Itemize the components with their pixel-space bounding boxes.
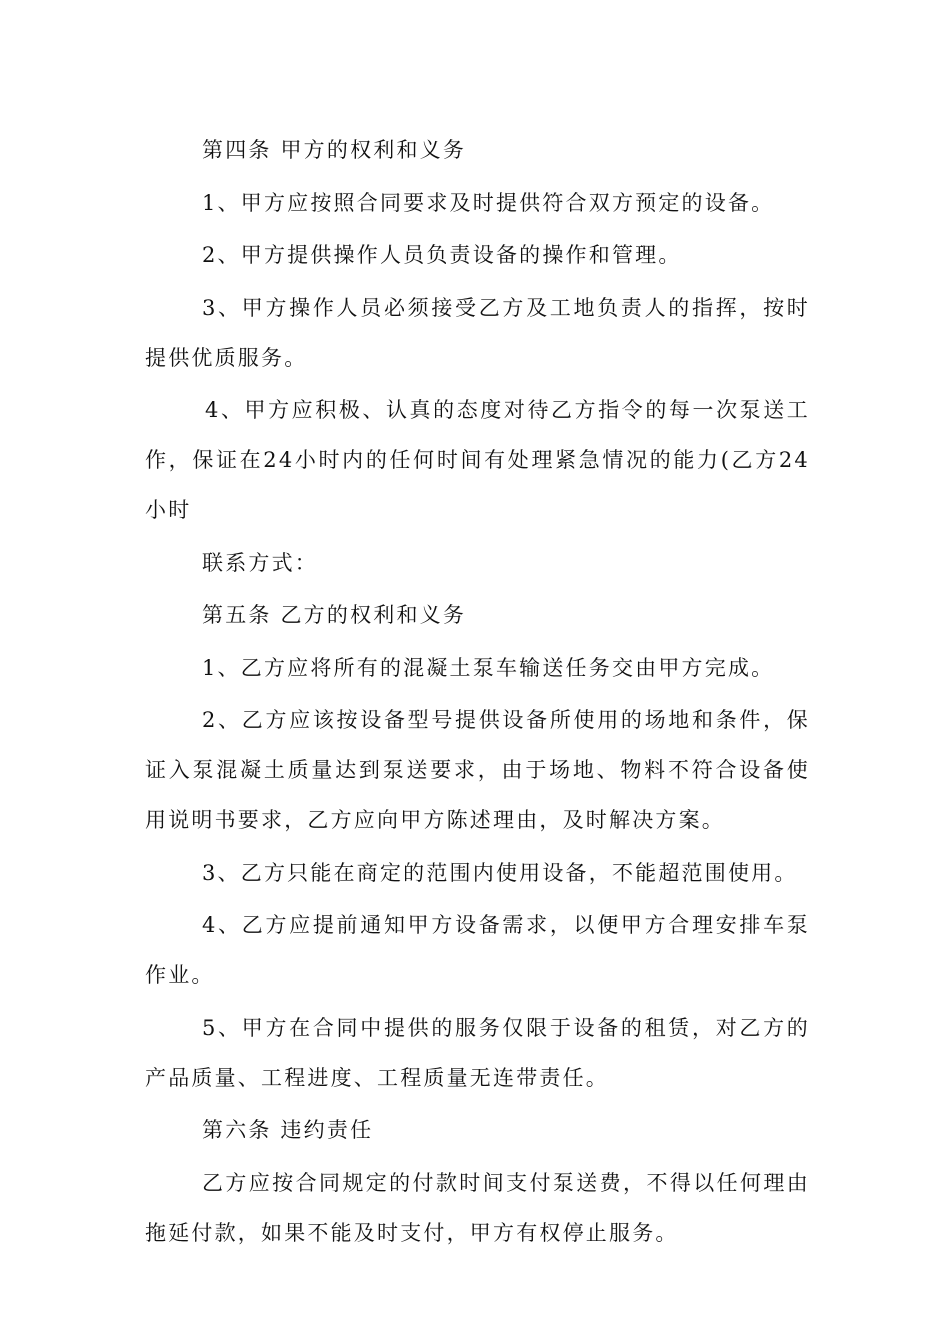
article-4-clause-1: 1、甲方应按照合同要求及时提供符合双方预定的设备。 bbox=[202, 190, 775, 215]
article-4-clause-4: 4、甲方应积极、认真的态度对待乙方指令的每一次泵送工作，保证在24小时内的任何时间有处理紧急情况的能力(乙方24小时 bbox=[145, 398, 810, 522]
article-6-paragraph: 乙方应按合同规定的付款时间支付泵送费，不得以任何理由拖延付款，如果不能及时支付，甲方有权停止服务。 bbox=[145, 1170, 810, 1245]
article-4-clause-2: 2、甲方提供操作人员负责设备的操作和管理。 bbox=[202, 243, 682, 267]
article-5-heading: 第五条 乙方的权利和义务 bbox=[202, 603, 467, 627]
contact-method-line: 联系方式： bbox=[202, 550, 318, 575]
article-5-clause-1: 1、乙方应将所有的混凝土泵车输送任务交由甲方完成。 bbox=[202, 655, 775, 680]
article-4-heading: 第四条 甲方的权利和义务 bbox=[202, 138, 467, 162]
document-body bbox=[145, 125, 810, 1260]
article-5-clause-2: 2、乙方应该按设备型号提供设备所使用的场地和条件，保证入泵混凝土质量达到泵送要求，由于场地、物料不符合设备使用说明书要求，乙方应向甲方陈述理由，及时解决方案。 bbox=[145, 708, 810, 832]
article-5-clause-3: 3、乙方只能在商定的范围内使用设备，不能超范围使用。 bbox=[202, 860, 798, 885]
article-6-heading: 第六条 违约责任 bbox=[202, 1118, 374, 1142]
article-5-clause-4: 4、乙方应提前通知甲方设备需求，以便甲方合理安排车泵作业。 bbox=[145, 913, 810, 987]
article-5-clause-5: 5、甲方在合同中提供的服务仅限于设备的租赁，对乙方的产品质量、工程进度、工程质量无连带责任。 bbox=[145, 1015, 810, 1090]
article-4-clause-3: 3、甲方操作人员必须接受乙方及工地负责人的指挥，按时提供优质服务。 bbox=[145, 295, 810, 370]
